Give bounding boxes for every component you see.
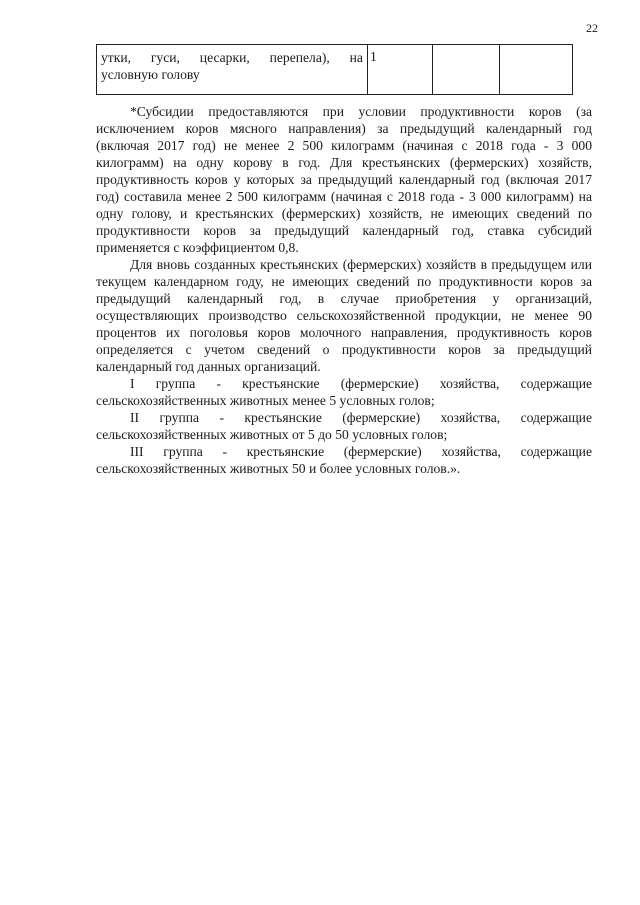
name-word: утки, xyxy=(101,50,132,65)
footnote-paragraph: *Субсидии предоставляются при условии продуктивности коров (за исключением коров мясного направления) за предыдущий календарный год (включая 2017 год) не менее 2 500 килограмм (начиная с 2018 года - 3 000 килограмм) на одну корову в год. Для крестьянских (фермерских) хозяйств, продуктивность коров у которых за предыдущий календарный год (включая 2017 год) составила менее 2 500 килограмм (начиная с 2018 года - 3 000 килограмм) на одну голову, и крестьянских (фермерских) хозяйств, не имеющих сведений по продуктивности коров за предыдущий календарный год, ставка субсидий применяется с коэффициентом 0,8. xyxy=(96,104,592,255)
name-word: гуси, xyxy=(150,50,180,65)
body-text xyxy=(96,103,592,477)
name-line-1 xyxy=(101,49,363,66)
continued-table xyxy=(96,44,573,95)
group-2-paragraph: II группа - крестьянские (фермерские) хозяйства, содержащие сельскохозяйственных животных от 5 до 50 условных голов; xyxy=(96,410,592,442)
page-number: 22 xyxy=(586,21,598,35)
first-value: 1 xyxy=(370,49,377,64)
name-line-2: условную голову xyxy=(101,67,200,82)
table-row xyxy=(97,45,573,95)
table-cell-name xyxy=(97,45,368,95)
table-cell-value xyxy=(368,45,433,95)
name-word: цесарки, xyxy=(199,50,250,65)
group-1-paragraph: I группа - крестьянские (фермерские) хозяйства, содержащие сельскохозяйственных животных менее 5 условных голов; xyxy=(96,376,592,408)
group-3-paragraph: III группа - крестьянские (фермерские) хозяйства, содержащие сельскохозяйственных животных 50 и более условных голов.». xyxy=(96,444,592,476)
table-cell-empty xyxy=(500,45,573,95)
new-farms-paragraph: Для вновь созданных крестьянских (фермерских) хозяйств в предыдущем или текущем календарном году, не имеющих сведений по продуктивности коров за предыдущий календарный год, в случае приобретения у организаций, осуществляющих производство сельскохозяйственной продукции, не менее 90 процентов их поголовья коров молочного направления, продуктивность коров определяется с учетом сведений о продуктивности коров за предыдущий календарный год данных организаций. xyxy=(96,257,592,374)
name-word: на xyxy=(349,50,363,65)
name-word: перепела), xyxy=(269,50,330,65)
table-cell-empty xyxy=(433,45,500,95)
